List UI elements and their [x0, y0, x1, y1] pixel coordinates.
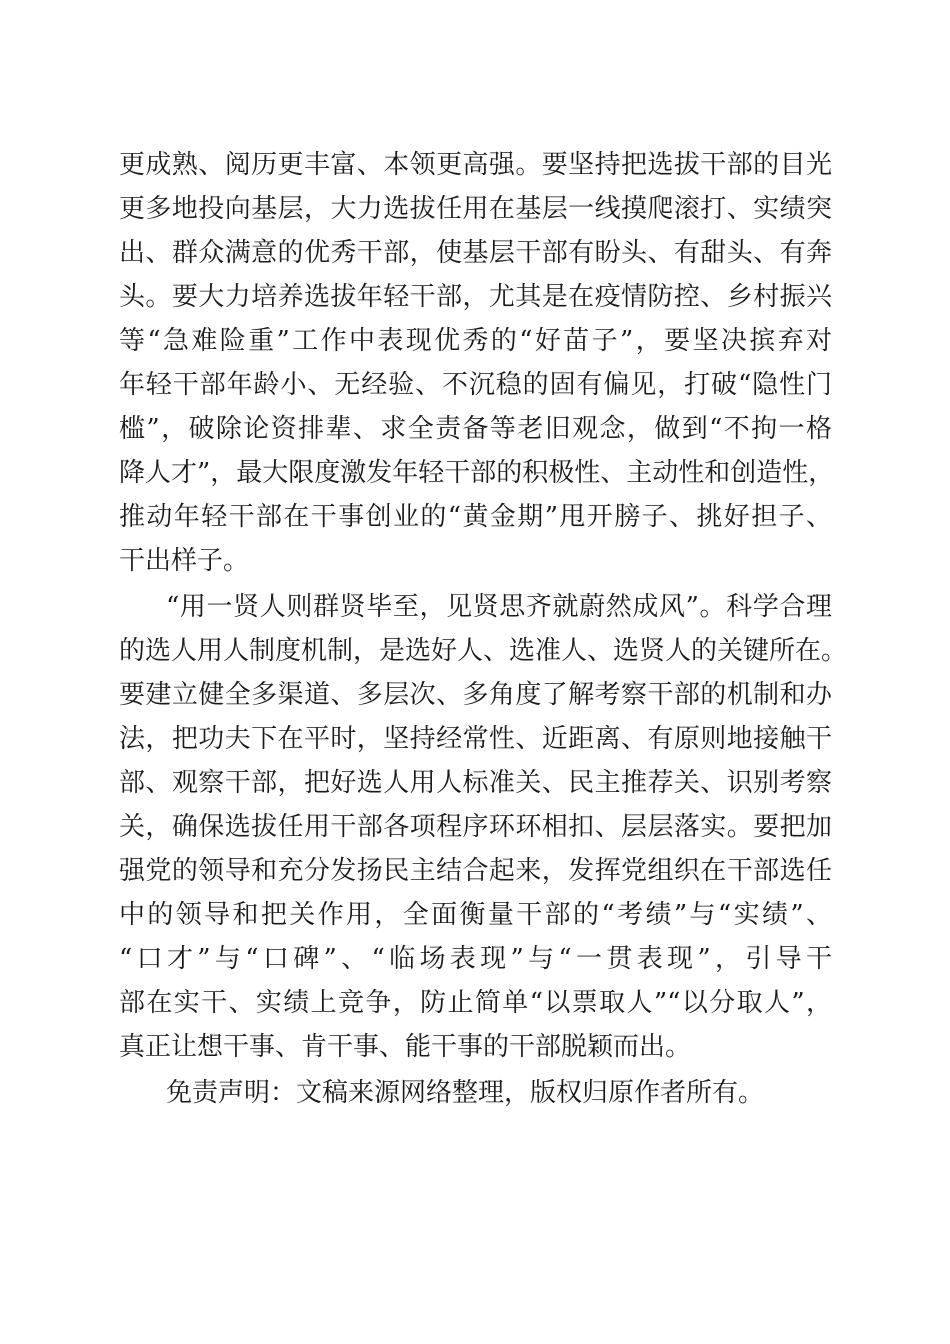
disclaimer: 免责声明：文稿来源网络整理，版权归原作者所有。 — [166, 1078, 765, 1108]
paragraph-2-line: 要建立健全多渠道、多层次、多角度了解考察干部的机制和办 — [119, 680, 832, 710]
paragraph-1-line: 降人才”，最大限度激发年轻干部的积极性、主动性和创造性， — [119, 458, 835, 488]
paragraph-1-line: 干出样子。 — [119, 546, 250, 576]
paragraph-2-line: 的选人用人制度机制，是选好人、选准人、选贤人的关键所在。 — [119, 636, 848, 666]
paragraph-2-line: 强党的领导和充分发扬民主结合起来，发挥党组织在干部选任 — [119, 856, 832, 886]
paragraph-1-line: 等“急难险重”工作中表现优秀的“好苗子”，要坚决摈弃对 — [119, 326, 832, 356]
paragraph-1-line: 推动年轻干部在干事创业的“黄金期”甩开膀子、挑好担子、 — [119, 502, 832, 532]
paragraph-2-line: “口才”与“口碑”、“临场表现”与“一贯表现”，引导干 — [119, 944, 832, 974]
paragraph-2-line: 关，确保选拔任用干部各项程序环环相扣、层层落实。要把加 — [119, 812, 832, 842]
paragraph-1-line: 年轻干部年龄小、无经验、不沉稳的固有偏见，打破“隐性门 — [119, 370, 832, 400]
paragraph-2-line: “用一贤人则群贤毕至，见贤思齐就蔚然成风”。科学合理 — [166, 592, 832, 622]
paragraph-2-line: 中的领导和把关作用，全面衡量干部的“考绩”与“实绩”、 — [119, 900, 832, 930]
paragraph-2-line: 部、观察干部，把好选人用人标准关、民主推荐关、识别考察 — [119, 768, 832, 798]
paragraph-1-line: 头。要大力培养选拔年轻干部，尤其是在疫情防控、乡村振兴 — [119, 282, 832, 312]
paragraph-1-line: 出、群众满意的优秀干部，使基层干部有盼头、有甜头、有奔 — [119, 238, 832, 268]
paragraph-1-line: 更多地投向基层，大力选拔任用在基层一线摸爬滚打、实绩突 — [119, 194, 832, 224]
paragraph-1-line: 槛”，破除论资排辈、求全责备等老旧观念，做到“不拘一格 — [119, 414, 832, 444]
paragraph-2-line: 法，把功夫下在平时，坚持经常性、近距离、有原则地接触干 — [119, 724, 832, 754]
paragraph-2-line: 部在实干、实绩上竞争，防止简单“以票取人”“以分取人”， — [119, 988, 832, 1018]
paragraph-2-line: 真正让想干事、肯干事、能干事的干部脱颖而出。 — [119, 1032, 692, 1062]
paragraph-1-line: 更成熟、阅历更丰富、本领更高强。要坚持把选拔干部的目光 — [119, 150, 832, 180]
